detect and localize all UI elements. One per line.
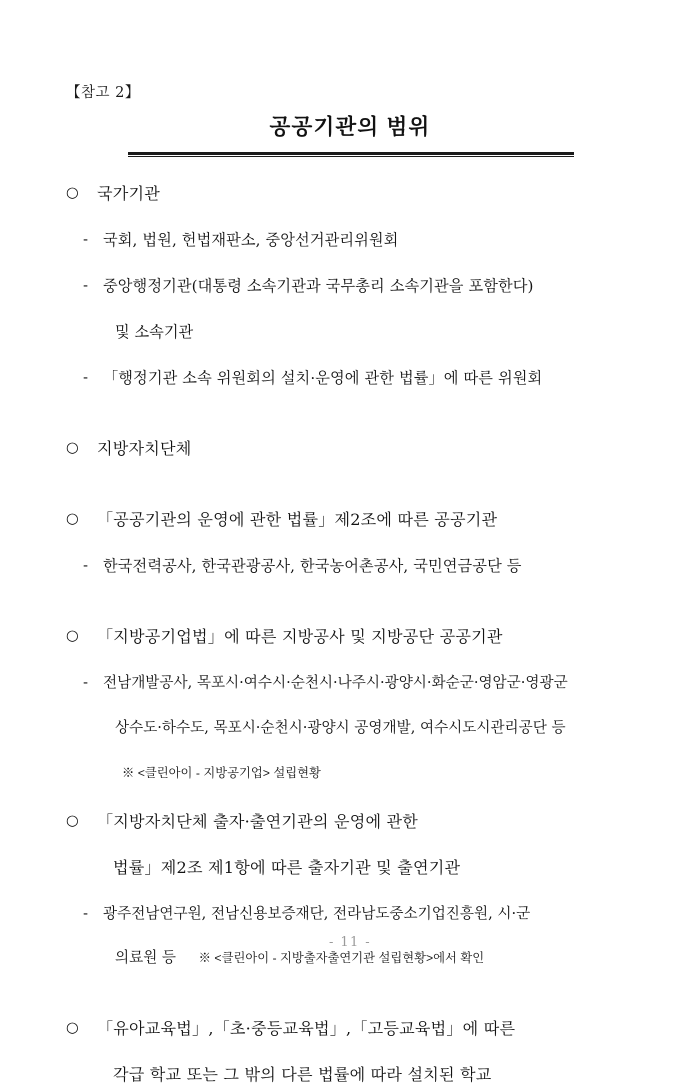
section-heading <box>0 811 700 831</box>
list-item-text: 광주전남연구원, 전남신용보증재단, 전라남도중소기업진흥원, 시·군 <box>103 904 531 922</box>
spacer <box>0 966 700 999</box>
section-local-public-enterprise-act <box>0 629 700 780</box>
section-public-institutions-act <box>0 512 700 574</box>
spacer <box>0 419 700 441</box>
reference-note: ※ <클린아이 - 지방출자출연기관 설립현황>에서 확인 <box>198 951 485 966</box>
spacer <box>0 876 700 907</box>
spacer <box>0 386 700 419</box>
circle-bullet-icon: ○ <box>66 510 79 527</box>
section-heading-text: 「지방자치단체 출자·출연기관의 운영에 관한 <box>97 811 418 831</box>
section-local-governments <box>0 438 700 458</box>
dash-bullet-icon: - <box>83 232 89 249</box>
dash-bullet-icon: - <box>83 369 89 386</box>
dash-bullet-icon: - <box>83 905 89 922</box>
page-number: - 11 - <box>329 935 371 950</box>
list-item <box>0 904 700 922</box>
circle-bullet-icon: ○ <box>66 1018 79 1036</box>
circle-bullet-icon: ○ <box>66 184 79 201</box>
section-heading-text: 지방자치단체 <box>97 438 192 458</box>
list-item-continuation: 및 소속기관 <box>115 322 194 341</box>
list-item-text: 「행정기관 소속 위원회의 설치·운영에 관한 법률」에 따른 위원회 <box>103 368 543 387</box>
spacer <box>0 645 700 676</box>
section-heading <box>0 512 700 528</box>
spacer <box>0 202 700 233</box>
circle-bullet-icon: ○ <box>66 627 79 645</box>
dash-bullet-icon: - <box>83 558 89 575</box>
list-item <box>0 279 700 294</box>
list-item-text: 전남개발공사, 목포시·여수시·순천시·나주시·광양시·화순군·영암군·영광군 <box>103 674 568 692</box>
section-heading-text: 국가기관 <box>97 184 160 203</box>
section-heading-continuation: 각급 학교 또는 그 밖의 다른 법률에 따라 설치된 학교 <box>113 1065 492 1084</box>
title-rule-thin <box>128 156 574 157</box>
spacer <box>0 691 700 721</box>
spacer <box>0 248 700 279</box>
spacer <box>0 607 700 629</box>
section-schools-education-acts <box>0 1018 700 1084</box>
list-item-text: 한국전력공사, 한국관광공사, 한국농어촌공사, 국민연금공단 등 <box>103 557 522 576</box>
reference-tag: 【참고 2】 <box>66 85 140 101</box>
page-title: 공공기관의 범위 <box>269 115 431 139</box>
list-item-text: 국회, 법원, 헌법재판소, 중앙선거관리위원회 <box>103 231 399 250</box>
section-heading <box>0 186 700 202</box>
list-item <box>0 559 700 574</box>
section-heading <box>0 629 700 645</box>
list-item <box>0 676 700 691</box>
spacer <box>0 340 700 371</box>
spacer <box>0 999 700 1021</box>
list-item <box>0 368 700 387</box>
circle-bullet-icon: ○ <box>66 438 79 456</box>
spacer <box>0 830 700 860</box>
list-item-text: 중앙행정기관(대통령 소속기관과 국무총리 소속기관을 포함한다) <box>103 277 534 296</box>
list-item-continuation: 상수도·하수도, 목포시·순천시·광양시 공영개발, 여수시도시관리공단 등 <box>115 718 566 736</box>
dash-bullet-icon: - <box>83 278 89 295</box>
title-block <box>0 116 700 140</box>
list-item-continuation-text: 의료원 등 <box>115 949 177 967</box>
section-heading <box>0 1018 700 1038</box>
list-item <box>0 233 700 248</box>
spacer <box>0 574 700 607</box>
spacer <box>0 295 700 325</box>
reference-note: ※ <클린아이 - 지방공기업> 설립현황 <box>122 765 321 780</box>
dash-bullet-icon: - <box>83 675 89 692</box>
section-heading-text: 「유아교육법」,「초·중등교육법」,「고등교육법」에 따른 <box>97 1018 516 1038</box>
spacer <box>0 736 700 763</box>
section-heading <box>0 438 700 458</box>
spacer <box>0 490 700 512</box>
circle-bullet-icon: ○ <box>66 811 79 829</box>
section-heading-text: 「지방공기업법」에 따른 지방공사 및 지방공단 공공기관 <box>97 627 503 647</box>
section-heading-continuation: 법률」제2조 제1항에 따른 출자기관 및 출연기관 <box>113 857 461 877</box>
spacer <box>0 1037 700 1067</box>
spacer <box>0 781 700 814</box>
title-double-rule <box>128 152 574 157</box>
spacer <box>0 528 700 559</box>
spacer <box>0 457 700 490</box>
section-national-institutions <box>0 186 700 386</box>
section-heading-text: 「공공기관의 운영에 관한 법률」제2조에 따른 공공기관 <box>97 510 498 529</box>
list-item-continuation <box>0 951 700 966</box>
